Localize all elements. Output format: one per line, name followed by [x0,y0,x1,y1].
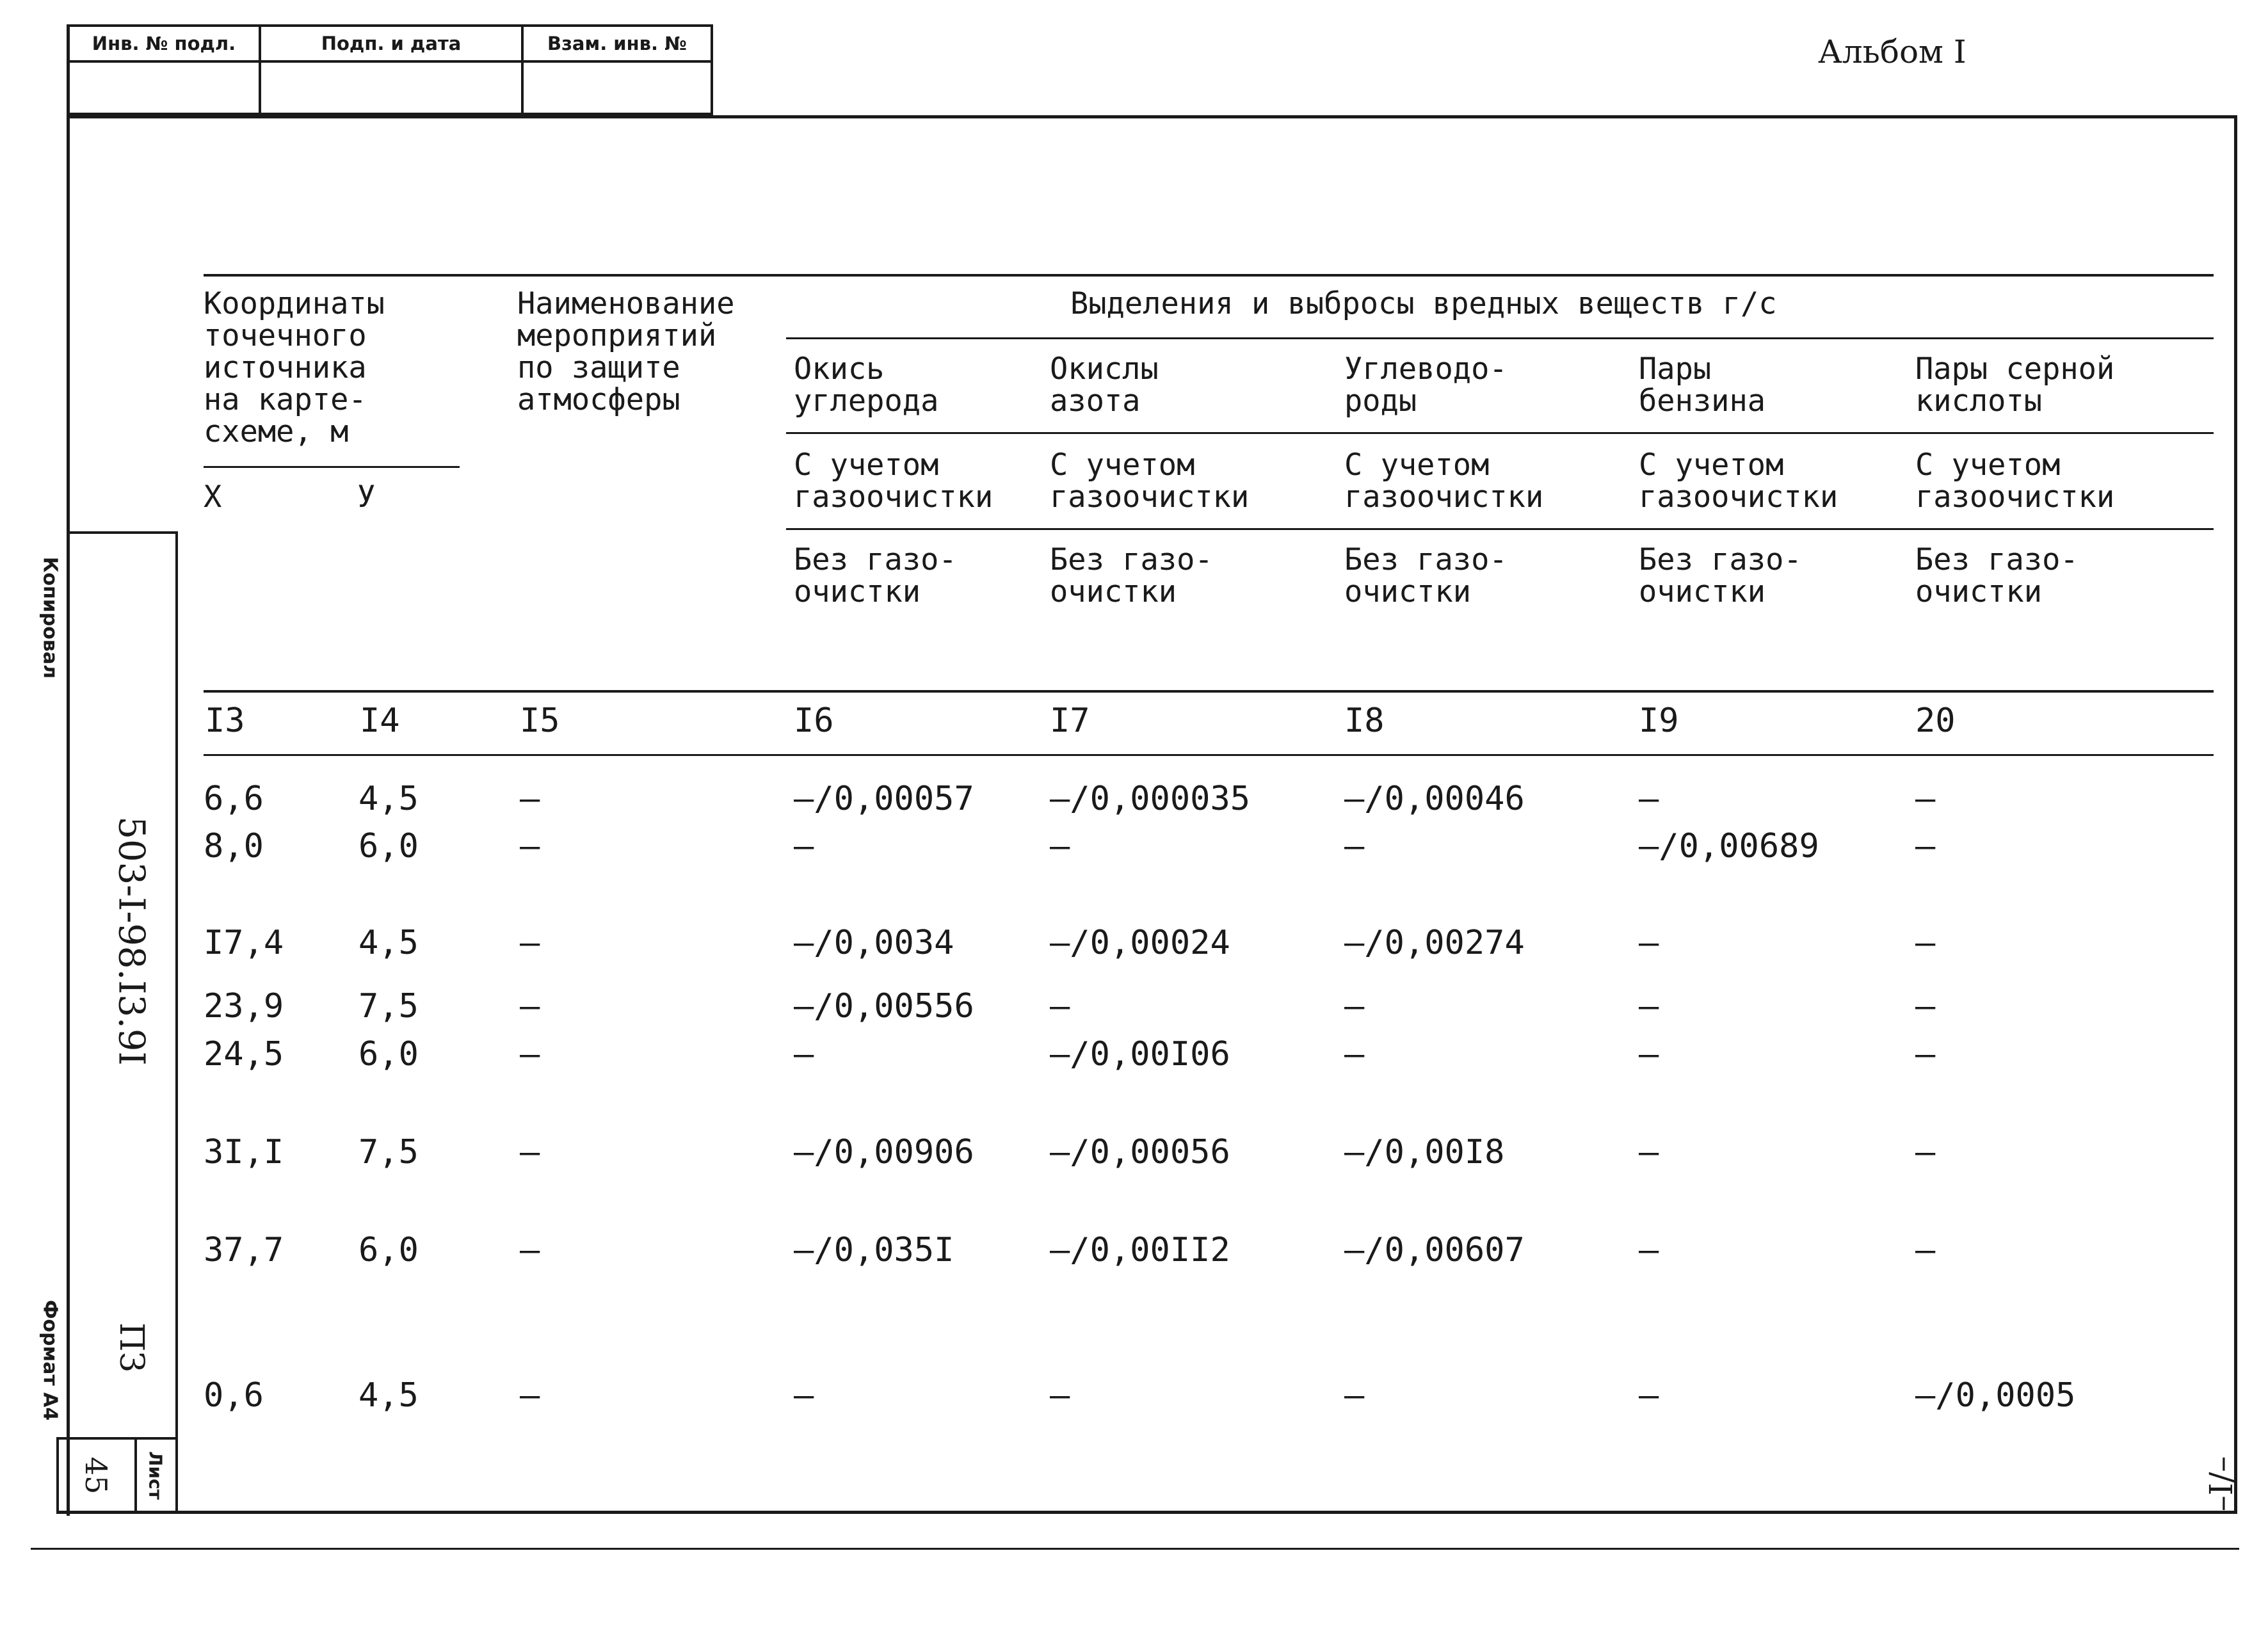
cell-x: 37,7 [204,1231,284,1269]
cell-nox: –/0,000035 [1050,780,1251,818]
cell-benzine: –/0,00689 [1639,827,1819,865]
header-without-cleaning-benzine: Без газо- очистки [1639,542,1802,609]
column-number: I6 [794,702,834,740]
cell-co: –/0,0034 [794,924,954,962]
header-substance-co: Окись углерода [794,351,939,419]
header-substance-h2so4: Пары серной кислоты [1915,351,2115,419]
cell-x: 6,6 [204,780,264,818]
column-number: I5 [520,702,560,740]
cell-hydrocarbons: – [1344,1035,1365,1073]
emissions-subrule [786,337,2214,339]
table-row [0,987,2268,1025]
cell-benzine: – [1639,987,1659,1025]
column-number: 20 [1915,702,1956,740]
cell-y: 4,5 [358,1376,419,1415]
cell-benzine: – [1639,1231,1659,1269]
cell-measures: – [520,1376,540,1415]
cell-hydrocarbons: –/0,00I8 [1344,1133,1505,1171]
header-with-cleaning-hc: С учетом газоочистки [1344,447,1544,515]
column-number: I8 [1344,702,1385,740]
cell-nox: –/0,00024 [1050,924,1230,962]
frame-bottom-line [56,1511,2237,1514]
stamp-cell-inv-podl [69,27,261,113]
cell-benzine: – [1639,780,1659,818]
table-row [0,1231,2268,1269]
cell-measures: – [520,827,540,865]
cell-y: 7,5 [358,987,419,1025]
section-code: ПЗ [112,1322,150,1372]
cell-y: 6,0 [358,1231,419,1269]
cell-hydrocarbons: – [1344,1376,1365,1415]
cell-y: 6,0 [358,1035,419,1073]
cell-co: –/0,00057 [794,780,974,818]
stamp-label-inv-podl: Инв. № подл. [69,27,259,63]
sheet-number: 45 [79,1456,113,1495]
frame-top-line [67,115,2237,118]
header-emissions: Выделения и выбросы вредных веществ г/с [1070,286,1777,321]
cell-x: 0,6 [204,1376,264,1415]
cell-measures: – [520,780,540,818]
sheet-bottom-line [31,1548,2239,1550]
copied-by-label: Копировал [38,556,61,679]
cell-x: 8,0 [204,827,264,865]
page-mark: –I/– [2203,1456,2240,1512]
cell-hydrocarbons: – [1344,987,1365,1025]
column-number: I7 [1050,702,1090,740]
cell-x: 24,5 [204,1035,284,1073]
stamp-label-vzam-inv: Взам. инв. № [524,27,711,63]
header-bottom-rule [204,690,2214,693]
header-without-cleaning-co: Без газо- очистки [794,542,957,609]
cell-nox: – [1050,827,1070,865]
table-row [0,1133,2268,1171]
cell-sulfuric-acid: – [1915,827,1936,865]
cell-co: –/0,00556 [794,987,974,1025]
cell-benzine: – [1639,1035,1659,1073]
sheet-box-divider [134,1437,137,1513]
header-x: Х [204,479,222,515]
cell-y: 7,5 [358,1133,419,1171]
column-number: I3 [205,702,245,740]
cell-hydrocarbons: –/0,00046 [1344,780,1525,818]
cell-measures: – [520,1231,540,1269]
cell-y: 4,5 [358,780,419,818]
header-with-cleaning-benzine: С учетом газоочистки [1639,447,1838,515]
cell-benzine: – [1639,1133,1659,1171]
cell-nox: – [1050,987,1070,1025]
table-row [0,1376,2268,1415]
cell-nox: –/0,00I06 [1050,1035,1230,1073]
table-row [0,1035,2268,1073]
header-with-cleaning-co: С учетом газоочистки [794,447,993,515]
header-measures: Наименование мероприятий по защите атмосферы [517,286,735,417]
cell-sulfuric-acid: –/0,0005 [1915,1376,2076,1415]
header-with-cleaning-nox: С учетом газоочистки [1050,447,1250,515]
cell-measures: – [520,924,540,962]
cell-hydrocarbons: – [1344,827,1365,865]
cell-measures: – [520,987,540,1025]
cell-benzine: – [1639,924,1659,962]
cell-nox: –/0,00056 [1050,1133,1230,1171]
cell-hydrocarbons: –/0,00607 [1344,1231,1525,1269]
cell-x: 23,9 [204,987,284,1025]
cell-sulfuric-acid: – [1915,1035,1936,1073]
column-numbers-rule [204,754,2214,756]
cell-co: –/0,035I [794,1231,954,1269]
cell-sulfuric-acid: – [1915,924,1936,962]
cell-sulfuric-acid: – [1915,987,1936,1025]
stamp-cell-vzam-inv [524,27,711,113]
format-label: Формат А4 [38,1299,61,1421]
stamp-cell-podp-data [261,27,524,113]
cell-co: – [794,1035,814,1073]
coords-subrule [204,466,460,468]
table-row [0,827,2268,865]
table-row [0,924,2268,962]
cell-co: – [794,827,814,865]
album-label: Альбом I [1818,33,1966,70]
column-number: I4 [360,702,400,740]
cell-sulfuric-acid: – [1915,780,1936,818]
document-code: 503-I-98.I3.9I [110,816,152,1066]
cell-sulfuric-acid: – [1915,1133,1936,1171]
header-y: У [357,479,376,515]
cell-hydrocarbons: –/0,00274 [1344,924,1525,962]
cell-nox: – [1050,1376,1070,1415]
cell-y: 6,0 [358,827,419,865]
header-substance-hc: Углеводо- роды [1344,351,1508,419]
cell-measures: – [520,1133,540,1171]
table-row [0,780,2268,818]
header-without-cleaning-h2so4: Без газо- очистки [1915,542,2079,609]
column-number: I9 [1639,702,1679,740]
stamp-label-podp-data: Подп. и дата [261,27,521,63]
cell-co: –/0,00906 [794,1133,974,1171]
cell-y: 4,5 [358,924,419,962]
substances-rule [786,432,2214,434]
header-without-cleaning-nox: Без газо- очистки [1050,542,1213,609]
table-top-rule [204,274,2214,277]
cleaning-rule [786,528,2214,530]
header-substance-nox: Окислы азота [1050,351,1159,419]
cell-sulfuric-acid: – [1915,1231,1936,1269]
header-coordinates: Координаты точечного источника на карте- схеме, м [204,286,385,449]
cell-benzine: – [1639,1376,1659,1415]
header-with-cleaning-h2so4: С учетом газоочистки [1915,447,2115,515]
cell-measures: – [520,1035,540,1073]
header-substance-benzine: Пары бензина [1639,351,1766,419]
approval-stamp [67,24,713,115]
cell-co: – [794,1376,814,1415]
cell-x: 3I,I [204,1133,284,1171]
cell-nox: –/0,00II2 [1050,1231,1230,1269]
cell-x: I7,4 [204,924,284,962]
sheet-label: Лист [145,1451,166,1500]
header-without-cleaning-hc: Без газо- очистки [1344,542,1508,609]
